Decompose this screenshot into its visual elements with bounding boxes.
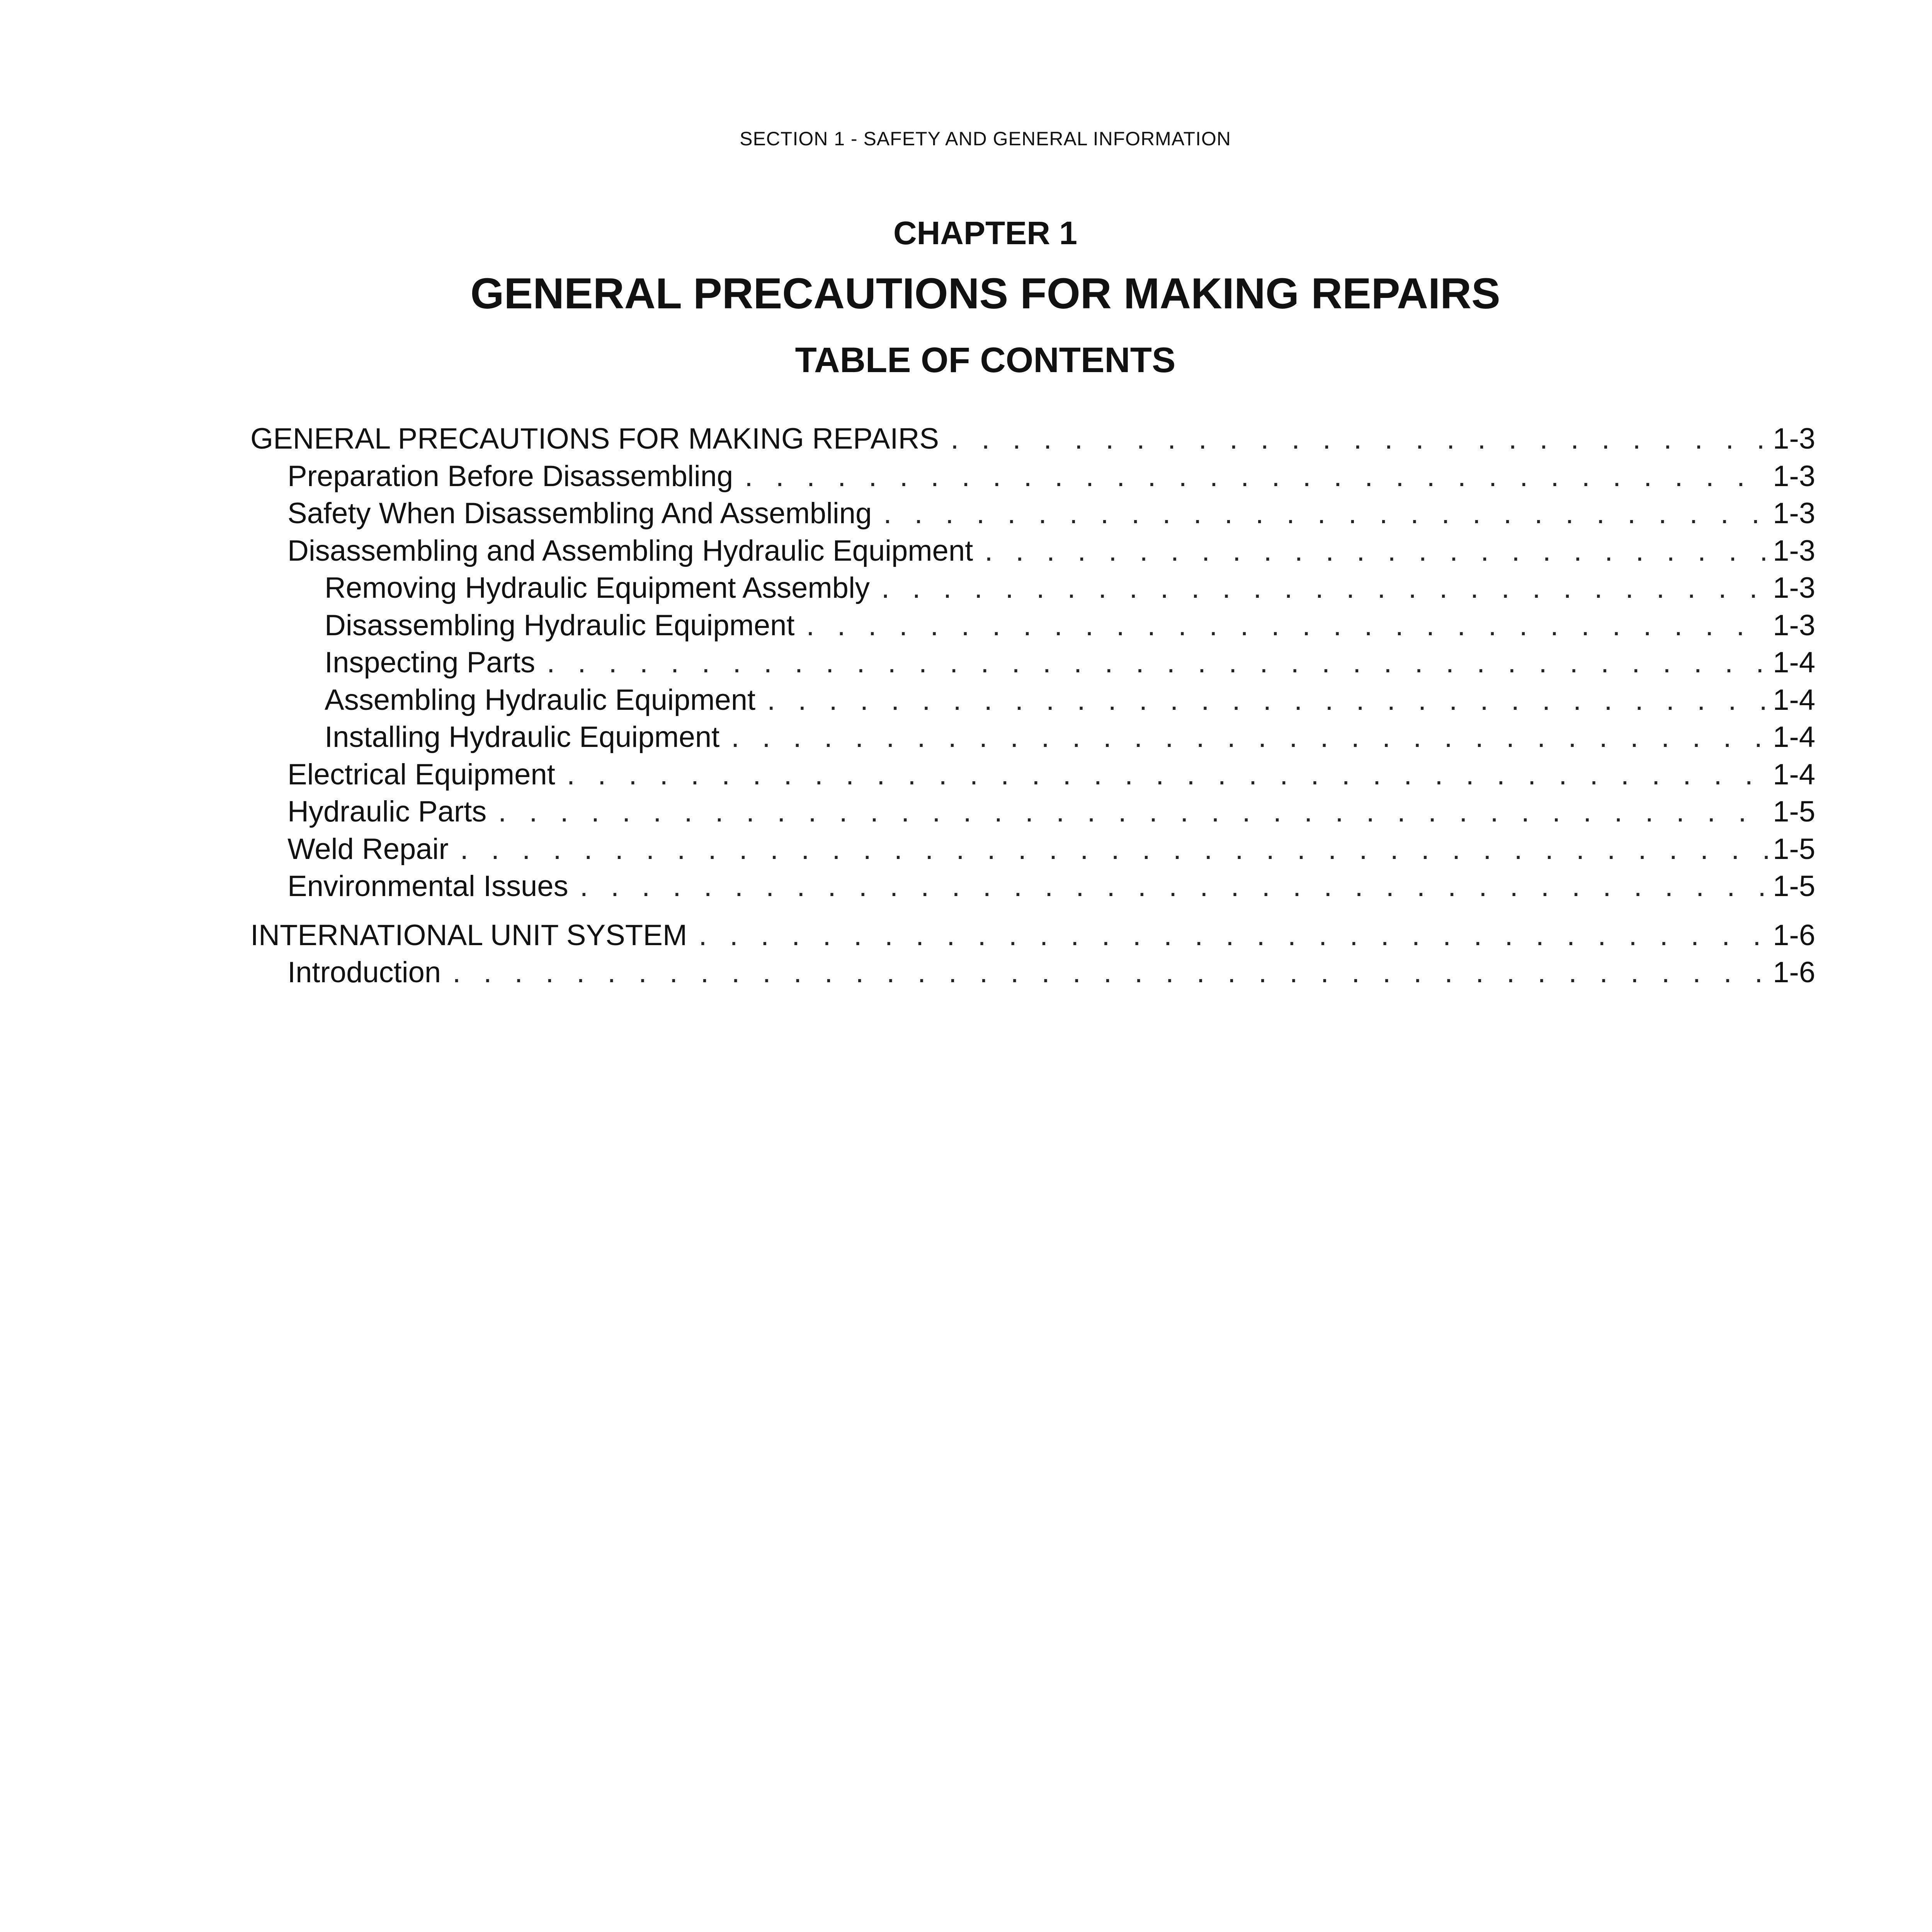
toc-entry-label: Installing Hydraulic Equipment xyxy=(325,721,720,753)
dot-leader xyxy=(881,570,1768,607)
dot-leader xyxy=(951,420,1768,458)
toc-entry-label: Removing Hydraulic Equipment Assembly xyxy=(325,571,870,604)
dot-leader xyxy=(985,532,1768,570)
toc-entry-label: INTERNATIONAL UNIT SYSTEM xyxy=(250,918,687,952)
chapter-title: GENERAL PRECAUTIONS FOR MAKING REPAIRS xyxy=(470,269,1500,318)
dot-leader xyxy=(547,644,1768,682)
toc-entry-page: 1-3 xyxy=(1773,609,1815,642)
toc-entry-label: Preparation Before Disassembling xyxy=(287,459,733,493)
toc-entry-label: GENERAL PRECAUTIONS FOR MAKING REPAIRS xyxy=(250,422,939,455)
toc-entry-page: 1-4 xyxy=(1773,646,1815,679)
dot-leader xyxy=(806,607,1769,645)
toc-entry[interactable] xyxy=(250,954,1815,992)
toc-entry-page: 1-6 xyxy=(1773,918,1815,952)
dot-leader xyxy=(460,831,1768,868)
toc-entry-page: 1-3 xyxy=(1773,571,1815,604)
toc-entry[interactable] xyxy=(250,719,1815,756)
toc-entry-page: 1-3 xyxy=(1773,459,1815,493)
toc-entry-page: 1-4 xyxy=(1773,683,1815,716)
toc-entry[interactable] xyxy=(250,868,1815,905)
toc-entry-label: Introduction xyxy=(287,956,441,989)
section-header: SECTION 1 - SAFETY AND GENERAL INFORMATION xyxy=(740,128,1231,150)
toc-entry[interactable] xyxy=(250,756,1815,794)
table-of-contents xyxy=(250,420,1815,992)
toc-entry[interactable] xyxy=(250,793,1815,831)
dot-leader xyxy=(883,495,1768,532)
toc-entry-label: Environmental Issues xyxy=(287,870,568,903)
toc-entry-page: 1-3 xyxy=(1773,422,1815,455)
toc-entry[interactable] xyxy=(250,420,1815,458)
toc-entry-page: 1-5 xyxy=(1773,870,1815,903)
toc-entry-label: Safety When Disassembling And Assembling xyxy=(287,497,872,530)
toc-entry[interactable] xyxy=(250,644,1815,682)
toc-entry-label: Disassembling and Assembling Hydraulic Equipment xyxy=(287,534,973,567)
toc-entry-page: 1-5 xyxy=(1773,795,1815,828)
dot-leader xyxy=(731,719,1768,756)
dot-leader xyxy=(699,917,1768,954)
toc-entry-label: Weld Repair xyxy=(287,832,449,866)
dot-leader xyxy=(498,793,1768,831)
toc-heading: TABLE OF CONTENTS xyxy=(795,340,1176,380)
dot-leader xyxy=(567,756,1768,794)
dot-leader xyxy=(452,954,1768,992)
toc-entry-label: Inspecting Parts xyxy=(325,646,535,679)
toc-entry-page: 1-4 xyxy=(1773,721,1815,753)
toc-entry[interactable] xyxy=(250,532,1815,570)
toc-entry-page: 1-4 xyxy=(1773,758,1815,791)
toc-entry-label: Disassembling Hydraulic Equipment xyxy=(325,609,795,642)
toc-entry-label: Assembling Hydraulic Equipment xyxy=(325,683,756,716)
toc-entry[interactable] xyxy=(250,831,1815,868)
dot-leader xyxy=(745,458,1768,495)
toc-entry-page: 1-3 xyxy=(1773,497,1815,530)
toc-entry[interactable] xyxy=(250,682,1815,719)
toc-entry[interactable] xyxy=(250,458,1815,495)
toc-entry-label: Hydraulic Parts xyxy=(287,795,487,828)
dot-leader xyxy=(580,868,1769,905)
toc-entry[interactable] xyxy=(250,917,1815,954)
toc-entry[interactable] xyxy=(250,607,1815,645)
chapter-number: CHAPTER 1 xyxy=(893,215,1078,251)
toc-entry-label: Electrical Equipment xyxy=(287,758,555,791)
dot-leader xyxy=(767,682,1768,719)
toc-entry-page: 1-5 xyxy=(1773,832,1815,866)
toc-entry[interactable] xyxy=(250,495,1815,532)
toc-entry-page: 1-3 xyxy=(1773,534,1815,567)
toc-entry-page: 1-6 xyxy=(1773,956,1815,989)
toc-entry[interactable] xyxy=(250,570,1815,607)
